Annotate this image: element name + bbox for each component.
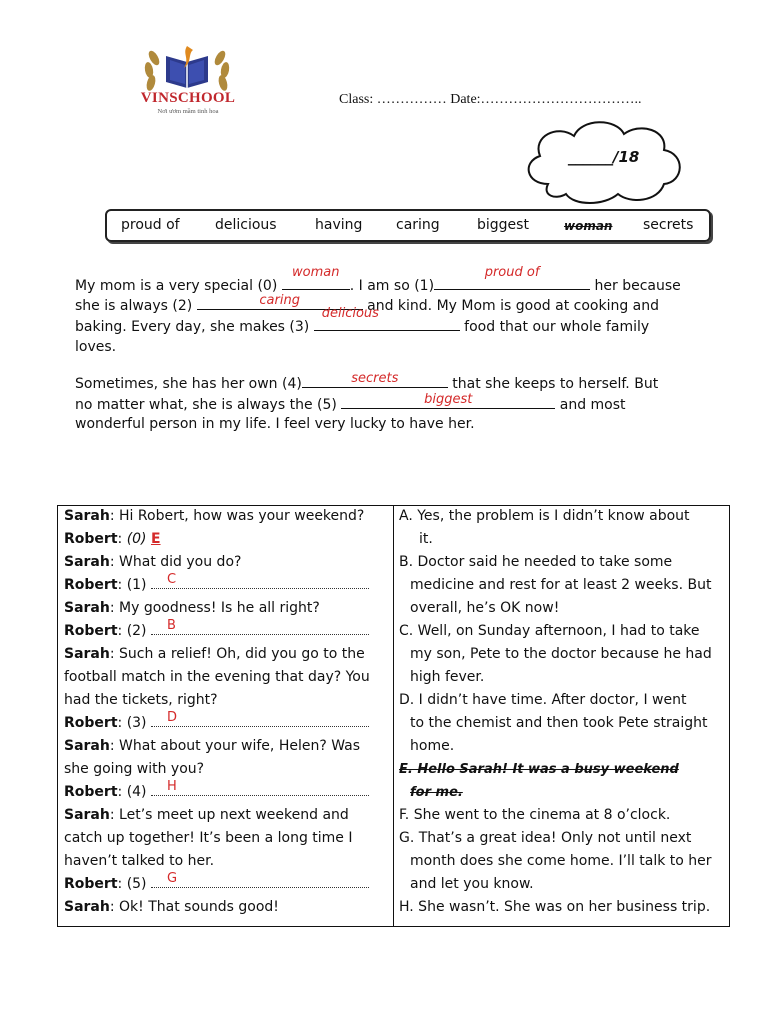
dialogue-text: B [166,618,176,633]
dialogue-text: (4) [126,784,151,800]
dialogue-text: Robert [64,531,118,547]
option-a-cont: it. [419,531,433,547]
option-c-cont: my son, Pete to the doctor because he had [410,646,712,662]
option-d-cont: home. [410,738,455,754]
blank-3[interactable] [314,306,460,331]
answer-5: biggest [424,392,473,407]
answer-4: secrets [351,371,399,386]
robert-line: Robert: (0) E [64,531,161,547]
option-e-cont: for me. [410,785,463,800]
dialogue-text: Sarah [64,738,110,754]
blank-5[interactable] [341,394,555,409]
option-g: G. That’s a great idea! Only not until next [399,830,692,846]
dialogue-text: My goodness! Is he all right? [119,600,320,616]
dialogue-text: D [166,710,177,725]
answer-2: caring [259,293,300,308]
option-g-cont: and let you know. [410,876,534,892]
dialogue-text: Let’s meet up next weekend and [119,807,349,823]
answer-slot-5[interactable] [151,873,369,888]
passage-line: loves. [75,339,117,355]
option-h: H. She wasn’t. She was on her business trip. [399,899,711,915]
word-bank-item: delicious [215,217,277,233]
score-field: ______/18 [568,148,640,166]
dialogue-text: Robert [64,623,118,639]
dialogue-text: (0) [126,531,151,547]
option-b: B. Doctor said he needed to take some [399,554,673,570]
sarah-line-cont: had the tickets, right? [64,692,218,708]
dialogue-text: Sarah [64,508,110,524]
passage-line: wonderful person in my life. I feel very lucky to have her. [75,416,475,432]
dialogue-text: What about your wife, Helen? Was [119,738,361,754]
sarah-line: Sarah: What about your wife, Helen? Was [64,738,361,754]
sarah-line-cont: haven’t talked to her. [64,853,215,869]
robert-line: Robert: (4) H [64,781,370,804]
logo-wordmark: VINSCHOOL [140,90,236,106]
blank-0[interactable] [282,265,350,290]
option-c-cont: high fever. [410,669,485,685]
sarah-line: Sarah: Hi Robert, how was your weekend? [64,508,365,524]
answer-slot-3[interactable] [151,712,369,727]
passage-line: Sometimes, she has her own (4) secrets that she keeps to herself. But [75,371,659,392]
word-bank-item: biggest [477,217,529,233]
table-divider [393,505,394,927]
option-d-cont: to the chemist and then took Pete straight [410,715,708,731]
dialogue-text: (3) [126,715,151,731]
dialogue-text: H [166,779,177,794]
dialogue-text: G [166,871,178,886]
robert-line: Robert: (3) D [64,712,370,735]
passage-line: My mom is a very special (0) woman . I am so (1) proud of her because [75,265,681,294]
option-b-cont: medicine and rest for at least 2 weeks. But [410,577,712,593]
sarah-line-cont: football match in the evening that day? You [64,669,370,685]
option-e-used: E. Hello Sarah! It was a busy weekend [399,762,679,777]
dialogue-text: (1) [126,577,151,593]
answer-slot-4[interactable] [151,781,369,796]
dialogue-text: Robert [64,577,118,593]
dialogue-text: Sarah [64,600,110,616]
sarah-line-cont: catch up together! It’s been a long time I [64,830,353,846]
blank-1[interactable] [434,265,590,290]
option-d: D. I didn’t have time. After doctor, I went [399,692,687,708]
word-bank-item: having [315,217,363,233]
dialogue-text: C [166,572,177,587]
dialogue-text: Sarah [64,899,110,915]
robert-line: Robert: (2) B [64,620,370,643]
word-bank-item: proud of [121,217,180,233]
passage-line: no matter what, she is always the (5) biggest and most [75,392,626,413]
answer-1: proud of [484,265,540,280]
option-g-cont: month does she come home. I’ll talk to her [410,853,712,869]
passage-line: baking. Every day, she makes (3) delicious food that our whole family [75,306,650,335]
answer-slot-2[interactable] [151,620,369,635]
answer-3: delicious [321,306,379,321]
sarah-line: Sarah: My goodness! Is he all right? [64,600,320,616]
option-b-cont: overall, he’s OK now! [410,600,560,616]
sarah-line-cont: she going with you? [64,761,205,777]
answer-slot-1[interactable] [151,574,369,589]
option-a: A. Yes, the problem is I didn’t know about [399,508,690,524]
blank-4[interactable] [302,373,448,388]
dialogue-text: Sarah [64,554,110,570]
word-bank-item: caring [396,217,440,233]
robert-line: Robert: (5) G [64,873,370,896]
dialogue-column [64,505,370,919]
dialogue-text: What did you do? [119,554,242,570]
dialogue-text: Ok! That sounds good! [119,899,279,915]
word-bank-item-used: woman [564,219,613,233]
sarah-line: Sarah: What did you do? [64,554,242,570]
answer-0: woman [292,265,340,280]
passage-line: she is always (2) caring and kind. My Mom is good at cooking and [75,293,660,314]
dialogue-text: Robert [64,715,118,731]
sarah-line: Sarah: Such a relief! Oh, did you go to the [64,646,365,662]
dialogue-text: Hi Robert, how was your weekend? [119,508,365,524]
class-date-line: Class: …………… Date:…………………………….. [339,92,642,107]
dialogue-text: (2) [126,623,151,639]
options-column [399,505,712,919]
dialogue-text: (5) [126,876,151,892]
option-c: C. Well, on Sunday afternoon, I had to take [399,623,700,639]
dialogue-text: Sarah [64,807,110,823]
dialogue-text: Sarah [64,646,110,662]
logo-tagline: Nơi ươm mầm tinh hoa [157,108,219,115]
option-f: F. She went to the cinema at 8 o’clock. [399,807,671,823]
dialogue-text: Such a relief! Oh, did you go to the [119,646,365,662]
dialogue-text: Robert [64,876,118,892]
sarah-line: Sarah: Let’s meet up next weekend and [64,807,349,823]
word-bank-item: secrets [643,217,694,233]
example-answer: E [150,531,161,547]
sarah-line: Sarah: Ok! That sounds good! [64,899,279,915]
dialogue-text: Robert [64,784,118,800]
robert-line: Robert: (1) C [64,574,370,597]
